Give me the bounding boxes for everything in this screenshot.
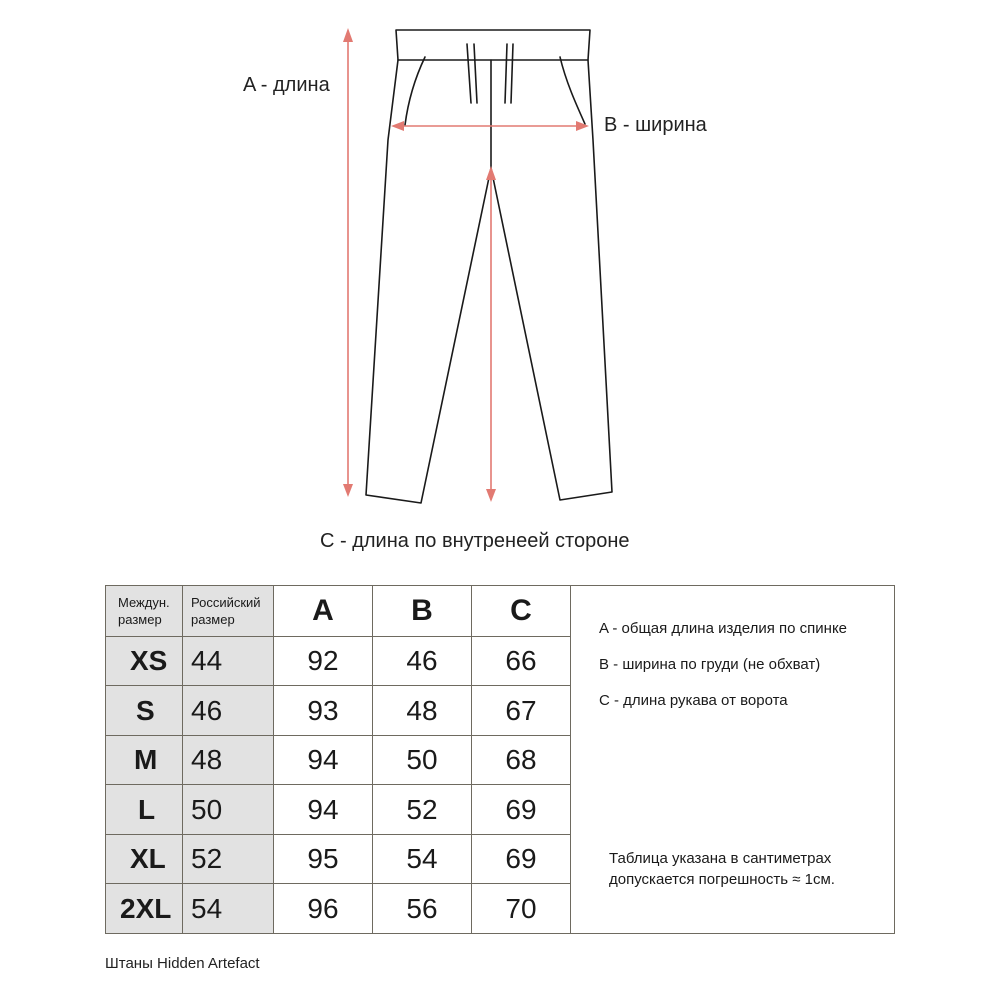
label-a-length: A - длина — [243, 74, 330, 96]
drawstring-left-inner — [474, 44, 477, 103]
cell-a: 93 — [274, 686, 373, 736]
cell-a: 94 — [274, 736, 373, 785]
note-c: C - длина рукава от ворота — [599, 692, 788, 709]
cell-a: 94 — [274, 785, 373, 835]
cell-b: 54 — [373, 835, 472, 884]
label-b-width: B - ширина — [604, 114, 707, 136]
pocket-right — [560, 57, 585, 124]
cell-intl: 2XL — [106, 884, 183, 934]
footnote-line-2: допускается погрешность ≈ 1см. — [609, 871, 835, 888]
cell-b: 50 — [373, 736, 472, 785]
table-header-row — [106, 586, 895, 637]
header-b: B — [373, 586, 472, 637]
cell-ru: 48 — [183, 736, 274, 785]
arrow-c-inseam — [486, 166, 496, 502]
cell-b: 48 — [373, 686, 472, 736]
product-caption: Штаны Hidden Artefact — [105, 955, 260, 972]
drawstring-left — [467, 44, 471, 103]
note-b: B - ширина по груди (не обхват) — [599, 656, 821, 673]
drawstring-right-inner — [511, 44, 513, 103]
cell-a: 96 — [274, 884, 373, 934]
cell-a: 92 — [274, 637, 373, 686]
drawstring-right — [505, 44, 507, 103]
note-a: A - общая длина изделия по спинке — [599, 620, 848, 637]
cell-b: 56 — [373, 884, 472, 934]
cell-ru: 46 — [183, 686, 274, 736]
pocket-left — [405, 57, 425, 125]
cell-c: 67 — [472, 686, 571, 736]
header-a: A — [274, 586, 373, 637]
header-c: C — [472, 586, 571, 637]
cell-intl: S — [106, 686, 183, 736]
footnote-line-1: Таблица указана в сантиметрах — [609, 850, 832, 867]
cell-c: 70 — [472, 884, 571, 934]
cell-intl: XS — [106, 637, 183, 686]
notes-cell — [571, 586, 895, 934]
cell-ru: 50 — [183, 785, 274, 835]
size-table — [105, 585, 895, 934]
arrow-a-length — [343, 28, 353, 497]
waistband-outline — [396, 30, 590, 60]
label-c-inseam: C - длина по внутренеей стороне — [320, 530, 630, 552]
cell-b: 46 — [373, 637, 472, 686]
cell-c: 69 — [472, 785, 571, 835]
cell-intl: L — [106, 785, 183, 835]
footnote — [609, 848, 835, 890]
cell-a: 95 — [274, 835, 373, 884]
cell-c: 69 — [472, 835, 571, 884]
cell-intl: XL — [106, 835, 183, 884]
header-ru-size: Российский размер — [183, 586, 274, 637]
cell-ru: 52 — [183, 835, 274, 884]
header-intl-size: Междун. размер — [106, 586, 183, 637]
cell-intl: M — [106, 736, 183, 785]
cell-b: 52 — [373, 785, 472, 835]
arrow-b-width — [391, 121, 589, 131]
cell-c: 68 — [472, 736, 571, 785]
cell-ru: 44 — [183, 637, 274, 686]
cell-ru: 54 — [183, 884, 274, 934]
cell-c: 66 — [472, 637, 571, 686]
